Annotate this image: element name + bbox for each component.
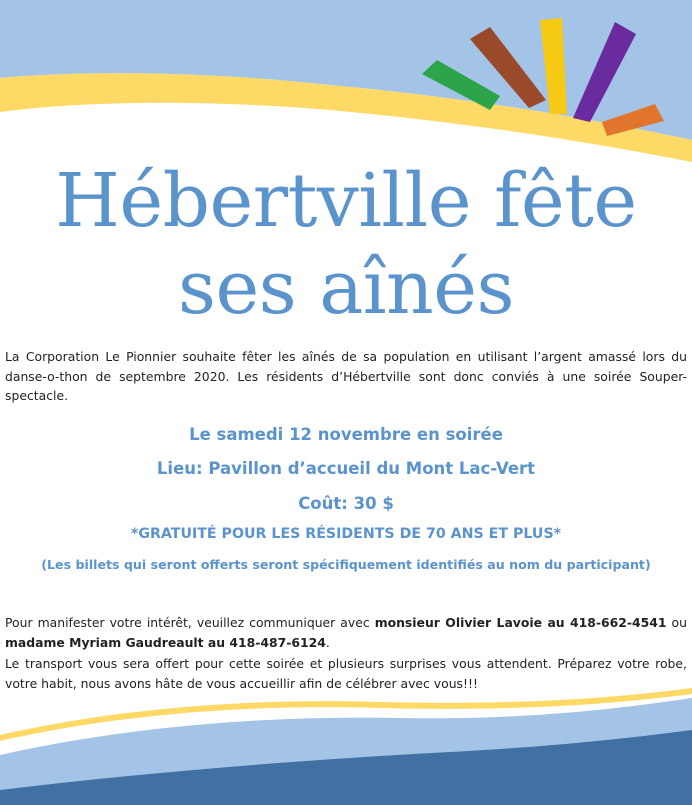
contact-person-2: madame Myriam Gaudreault au 418-487-6124 <box>5 634 326 650</box>
page-title-line-1: Hébertville fête <box>55 158 637 244</box>
footer-wave-art <box>0 680 692 805</box>
page-title-line-2: ses aînés <box>178 245 514 331</box>
event-date: Le samedi 12 novembre en soirée <box>189 425 503 444</box>
contact-joiner: ou <box>666 615 687 630</box>
header-sunrise-art <box>0 0 692 170</box>
event-cost: Coût: 30 $ <box>298 494 394 513</box>
free-admission-note: *GRATUITÉ POUR LES RÉSIDENTS DE 70 ANS ET PLUS* <box>130 526 562 542</box>
contact-paragraph <box>5 613 687 652</box>
tickets-note: (Les billets qui seront offerts seront spécifiquement identifiés au nom du participant) <box>41 557 651 572</box>
transport-paragraph: Le transport vous sera offert pour cette soirée et plusieurs surprises vous attendent. Préparez votre robe, votre habit, nous avons hâte de vous accueillir afin de célébrer avec vous!!! <box>5 656 687 691</box>
event-location: Lieu: Pavillon d’accueil du Mont Lac-Vert <box>156 459 536 478</box>
contact-lead: Pour manifester votre intérêt, veuillez communiquer avec <box>5 615 375 630</box>
contact-person-1: monsieur Olivier Lavoie au 418-662-4541 <box>374 615 667 630</box>
contact-end: . <box>325 634 330 650</box>
intro-paragraph: La Corporation Le Pionnier souhaite fêter les aînés de sa population en utilisant l’argent amassé lors du danse-o-thon de septembre 2020. Les résidents d’Hébertville sont donc conviés à une soirée Souper-spectacle. <box>5 349 687 403</box>
